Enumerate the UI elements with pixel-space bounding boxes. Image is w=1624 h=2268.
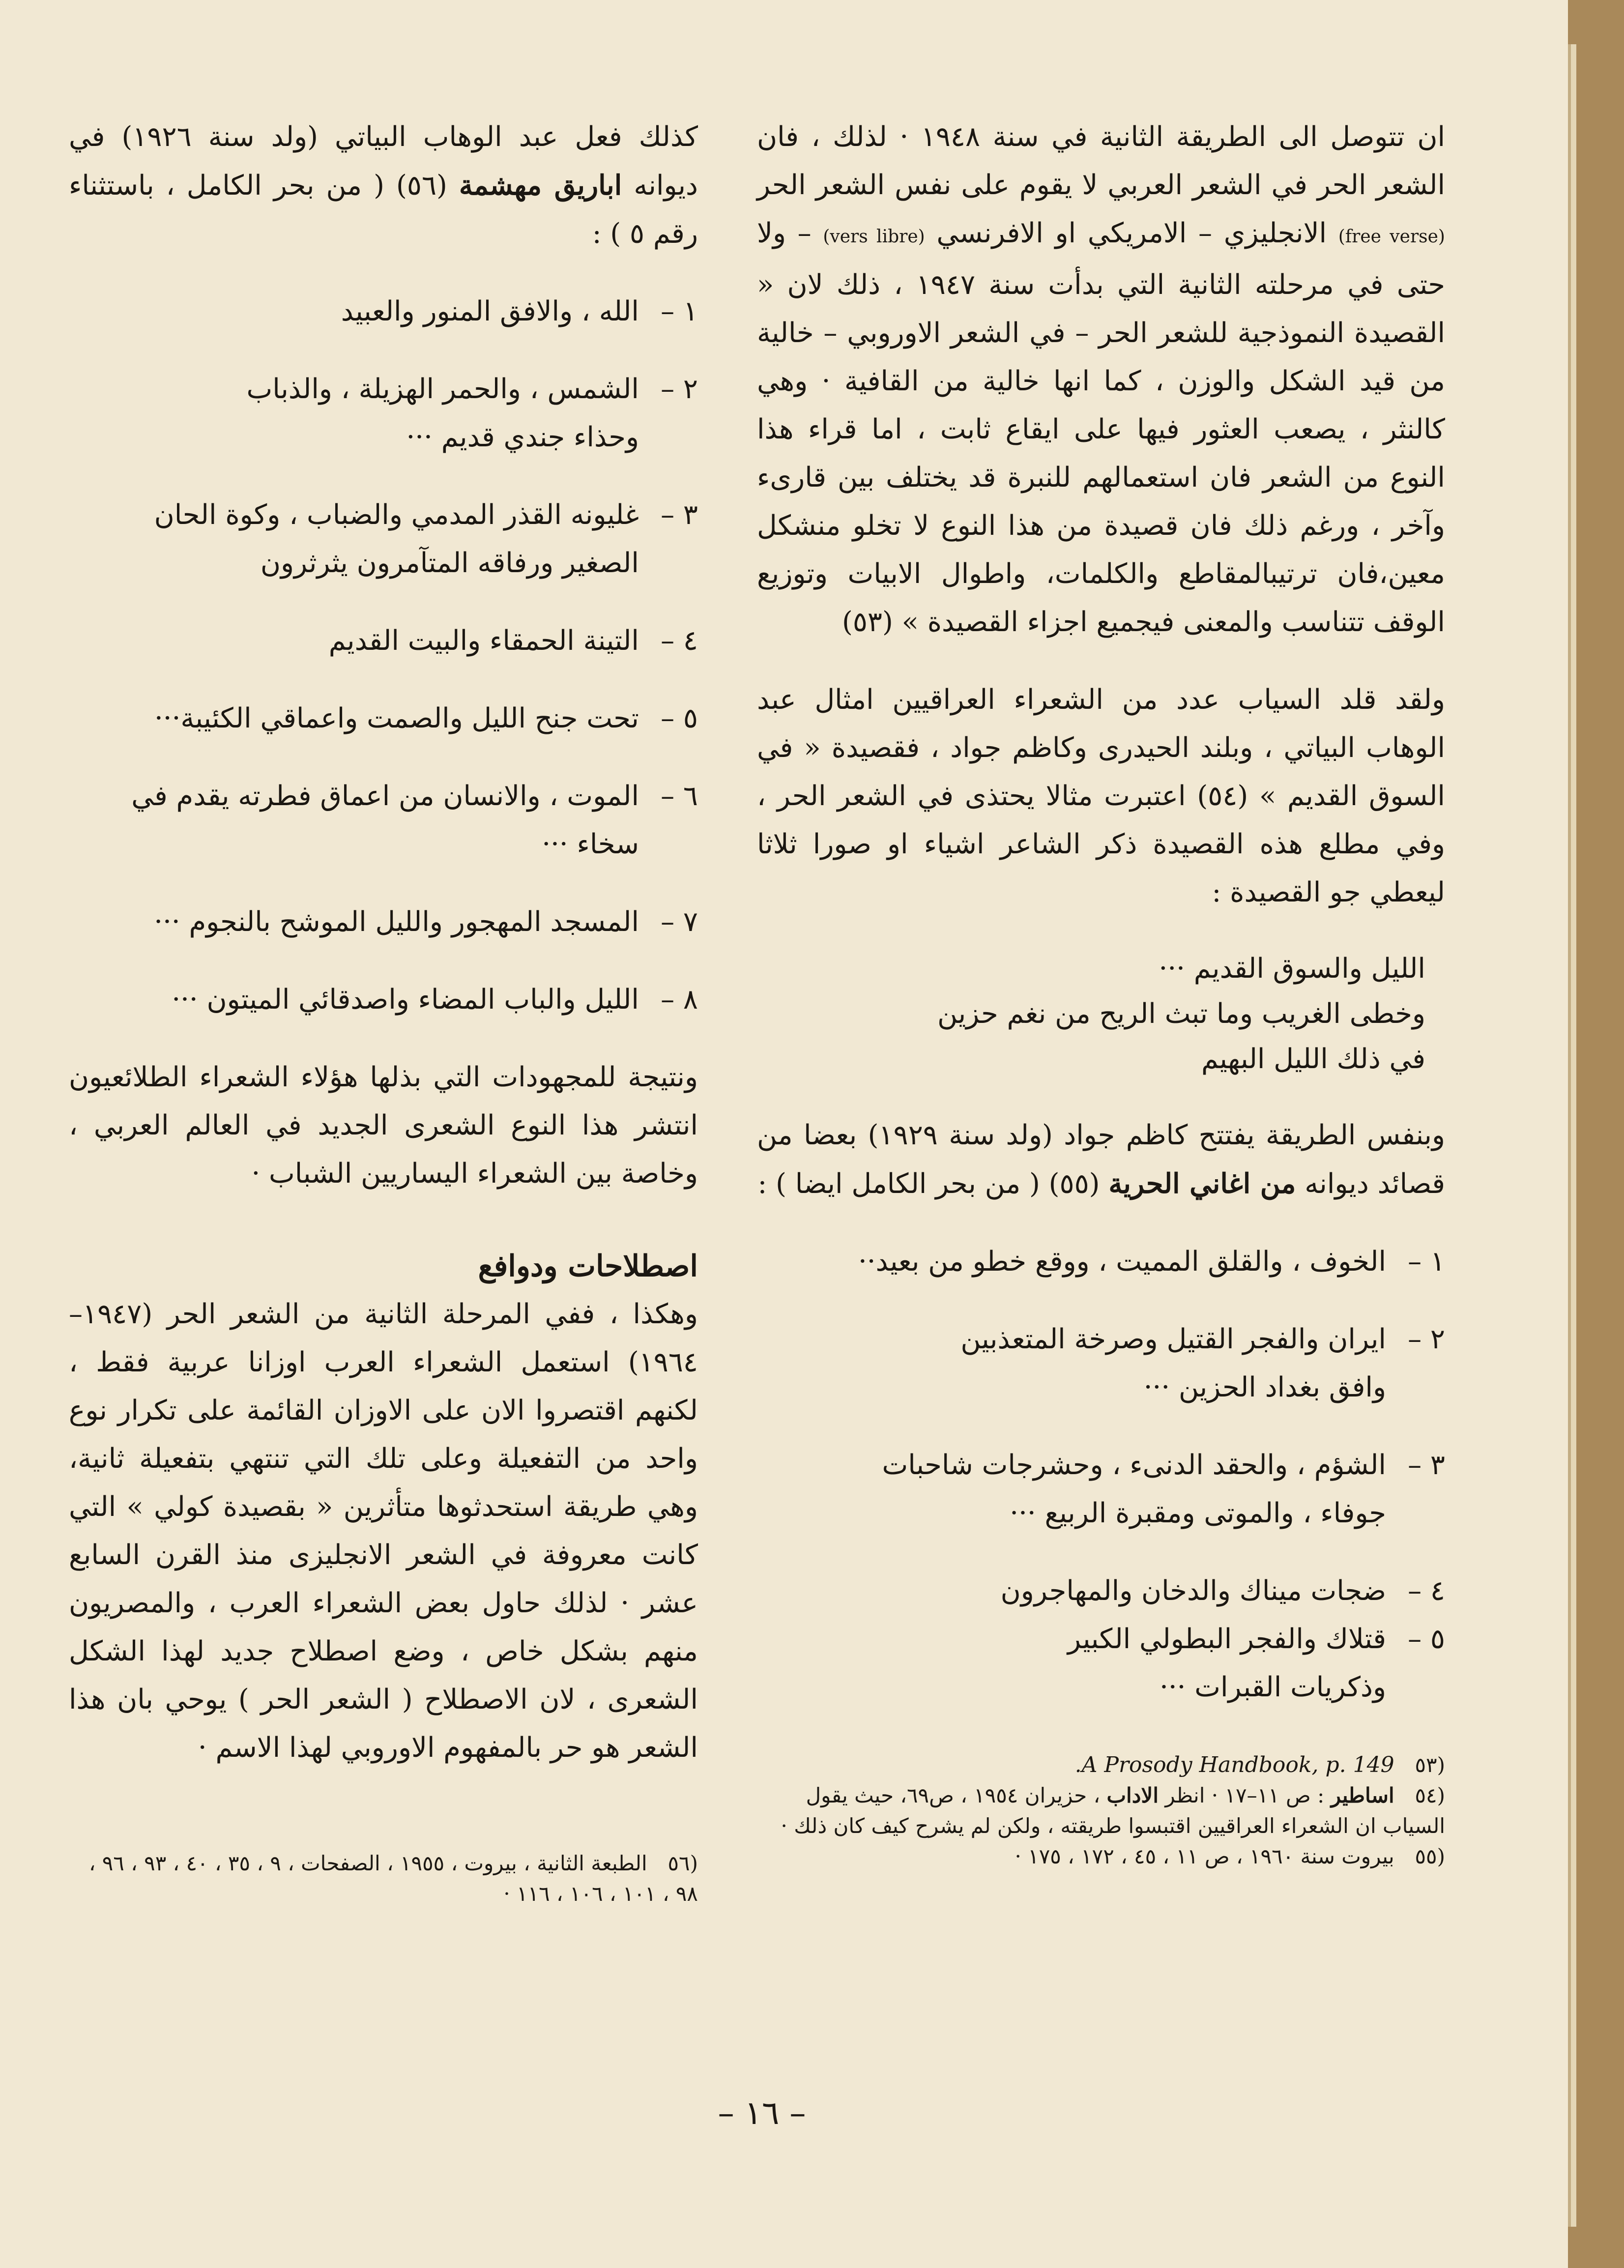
english-term: (free verse) <box>1338 227 1445 247</box>
verse-list <box>69 288 698 1024</box>
item-text: وافق بغداد الحزين ··· <box>1143 1371 1386 1403</box>
footnote-text: الطبعة الثانية ، بيروت ، ١٩٥٥ ، الصفحات ، ٩ ، ٣٥ ، ٤٠ ، ٩٣ ، ٩٦ ، ٩٨ ، ١٠١ ، ١٠٦ ، ١١٦ · <box>88 1851 698 1906</box>
item-text: الصغير ورفاقه المتآمرون يثرثرون <box>260 547 639 579</box>
text-run: وبنفس الطريقة يفتتح كاظم جواد (ولد سنة ١٩٢٩) بعضا من قصائد ديوانه <box>757 1119 1446 1200</box>
text-run: ان تتوصل الى الطريقة الثانية في سنة ١٩٤٨ · لذلك ، فان الشعر الحر في الشعر العربي لا يقوم على نفس الشعر الحر <box>757 121 1446 201</box>
item-number: ٣ – <box>661 499 698 531</box>
left-column <box>69 113 698 1772</box>
item-text: وذكريات القبرات ··· <box>1160 1671 1386 1703</box>
item-number: ٢ – <box>661 373 698 405</box>
book-title: اباريق مهشمة <box>459 169 622 202</box>
list-item <box>757 1315 1445 1364</box>
text-run: (٥٦) ( من بحر الكامل ، باستثناء رقم ٥ ) : <box>69 170 698 250</box>
item-text: ايران والفجر القتيل وصرخة المتعذبين <box>960 1323 1386 1355</box>
list-item <box>757 1567 1445 1615</box>
item-text: ضجات ميناك والدخان والمهاجرون <box>1000 1575 1386 1607</box>
poem-line: الليل والسوق القديم ··· <box>1159 953 1425 985</box>
text-run: – ولا حتى في مرحلته الثانية التي بدأت سنة ١٩٤٧ ، ذلك لان « القصيدة النموذجية للشعر الحر – في الشعر الاوروبي – خالية من قيد الشكل والوزن ، كما انها خالية من القافية · وهي كالنثر ، يصعب العثور فيها على ايقاع ثابت ، اما قراء هذا النوع من الشعر فان استعمالهم للنبرة قد يختلف بين قارىء وآخر ، ورغم ذلك فان قصيدة من هذا النوع لا تخلو منشكل معين،فان ترتيبالمقاطع والكلمات، واطوال الابيات وتوزيع الوقف تتناسب والمعنى فيجميع اجزاء القصيدة » (٥٣) <box>757 217 1445 638</box>
paragraph: ونتيجة للمجهودات التي بذلها هؤلاء الشعراء الطلائعيون انتشر هذا النوع الشعرى الجديد في العالم العربي ، وخاصة بين الشعراء اليساريين الشباب · <box>69 1061 698 1190</box>
footnote <box>69 1848 698 1909</box>
section-heading: اصطلاحات ودوافع <box>478 1249 698 1283</box>
text-run: (٥٥) ( من بحر الكامل ايضا ) : <box>757 1168 1100 1200</box>
right-column <box>757 113 1445 1712</box>
item-text: تحت جنح الليل والصمت واعماقي الكئيبة··· <box>154 702 639 734</box>
footnote-text: A Prosody Handbook, p. 149. <box>1074 1752 1394 1777</box>
verse-list <box>757 1238 1445 1712</box>
paragraph: وهكذا ، ففي المرحلة الثانية من الشعر الحر (١٩٤٧– ١٩٦٤) استعمل الشعراء العرب اوزانا عربية فقط ، لكنهم اقتصروا الان على الاوزان القائمة على تكرار نوع واحد من التفعيلة وعلى تلك التي تنتهي بتفعيلة ثانية، وهي طريقة استحدثوها متأثرين « بقصيدة كولي » التي كانت معروفة في الشعر الانجليزى منذ القرن السابع عشر · لذلك حاول بعض الشعراء العرب ، والمصريون منهم بشكل خاص ، وضع اصطلاح جديد لهذا الشكل الشعرى ، لان الاصطلاح ( الشعر الحر ) يوحي بان هذا الشعر هو حر بالمفهوم الاوروبي لهذا الاسم · <box>69 1298 698 1764</box>
list-item <box>69 539 698 587</box>
list-item <box>69 413 698 462</box>
poem-line: وخطى الغريب وما تبث الريح من نغم حزين <box>937 998 1425 1030</box>
item-text: التينة الحمقاء والبيت القديم <box>328 625 639 657</box>
journal-title: الاداب <box>1106 1783 1159 1807</box>
item-number: ٤ – <box>1408 1575 1445 1607</box>
list-item <box>69 820 698 869</box>
footnotes-right <box>757 1750 1445 1872</box>
poem-quote <box>757 946 1425 1082</box>
footnotes-left <box>69 1848 698 1909</box>
footnote-number: (٥٥ <box>1415 1844 1445 1868</box>
list-item <box>69 491 698 539</box>
book-title: من اغاني الحرية <box>1108 1167 1296 1200</box>
list-item <box>757 1663 1445 1712</box>
list-item <box>757 1364 1445 1412</box>
paragraph <box>69 113 698 258</box>
footnote <box>757 1750 1445 1780</box>
item-text: جوفاء ، والموتى ومقبرة الربيع ··· <box>1010 1497 1386 1529</box>
list-item <box>69 288 698 336</box>
item-number: ٧ – <box>661 906 698 938</box>
list-item <box>757 1615 1445 1663</box>
footnote-text: : ص ١١–١٧ · انظر <box>1165 1783 1325 1807</box>
item-number: ٥ – <box>661 702 698 734</box>
footnote-text: بيروت سنة ١٩٦٠ ، ص ١١ ، ٤٥ ، ١٧٢ ، ١٧٥ · <box>1015 1844 1394 1868</box>
item-text: الموت ، والانسان من اعماق فطرته يقدم في <box>131 780 639 812</box>
list-item <box>69 365 698 413</box>
item-number: ٥ – <box>1408 1623 1445 1655</box>
list-item <box>69 695 698 743</box>
footnote <box>757 1780 1445 1841</box>
footnote-number: (٥٣ <box>1415 1753 1445 1777</box>
item-number: ٦ – <box>661 780 698 812</box>
item-number: ١ – <box>661 295 698 327</box>
item-text: وحذاء جندي قديم ··· <box>406 421 639 453</box>
item-text: الشمس ، والحمر الهزيلة ، والذباب <box>246 373 639 405</box>
list-item <box>69 976 698 1024</box>
item-number: ٢ – <box>1408 1323 1445 1355</box>
paragraph <box>757 1111 1445 1208</box>
item-number: ٨ – <box>661 984 698 1016</box>
item-text: المسجد المهجور والليل الموشح بالنجوم ··· <box>154 906 639 938</box>
item-number: ٤ – <box>661 625 698 657</box>
footnote <box>757 1841 1445 1872</box>
text-run: كذلك فعل عبد الوهاب البياتي (ولد سنة ١٩٢٦) في ديوانه <box>69 121 698 202</box>
item-text: قتلاك والفجر البطولي الكبير <box>1067 1623 1386 1655</box>
paragraph <box>757 113 1445 646</box>
item-number: ١ – <box>1408 1246 1445 1278</box>
footnote-number: (٥٦ <box>667 1851 698 1875</box>
poem-line: في ذلك الليل البهيم <box>1201 1043 1425 1075</box>
list-item <box>757 1489 1445 1538</box>
footnote-number: (٥٤ <box>1415 1783 1445 1807</box>
paragraph: ولقد قلد السياب عدد من الشعراء العراقيين امثال عبد الوهاب البياتي ، وبلند الحيدرى وكاظم جواد ، فقصيدة « في السوق القديم » (٥٤) اعتبرت مثالا يحتذى في الشعر الحر ، وفي مطلع هذه القصيدة ذكر الشاعر اشياء او صورا ثلاثا ليعطي جو القصيدة : <box>757 684 1445 908</box>
list-item <box>69 898 698 946</box>
item-text: الخوف ، والقلق المميت ، ووقع خطو من بعيد·· <box>858 1246 1386 1278</box>
list-item <box>69 617 698 665</box>
item-number: ٣ – <box>1408 1449 1445 1481</box>
text-run: الانجليزي – الامريكي او الافرنسي <box>936 217 1327 249</box>
item-text: الله ، والافق المنور والعبيد <box>341 295 639 327</box>
footnote-text: ، حزيران ١٩٥٤ ، ص٦٩، حيث يقول السياب ان الشعراء العراقيين اقتبسوا طريقته ، ولكن لم يشرح كيف كان ذلك · <box>781 1783 1445 1838</box>
item-text: غليونه القذر المدمي والضباب ، وكوة الحان <box>154 499 639 531</box>
item-text: الشؤم ، والحقد الدنىء ، وحشرجات شاحبات <box>882 1449 1386 1481</box>
footnote-title: اساطير <box>1331 1783 1394 1807</box>
item-text: الليل والباب المضاء واصدقائي الميتون ··· <box>172 984 639 1016</box>
item-text: سخاء ··· <box>542 828 639 860</box>
page-number: – ١٦ – <box>718 2094 806 2132</box>
list-item <box>757 1441 1445 1489</box>
list-item <box>757 1238 1445 1286</box>
list-item <box>69 772 698 820</box>
english-term: (vers libre) <box>823 227 925 247</box>
